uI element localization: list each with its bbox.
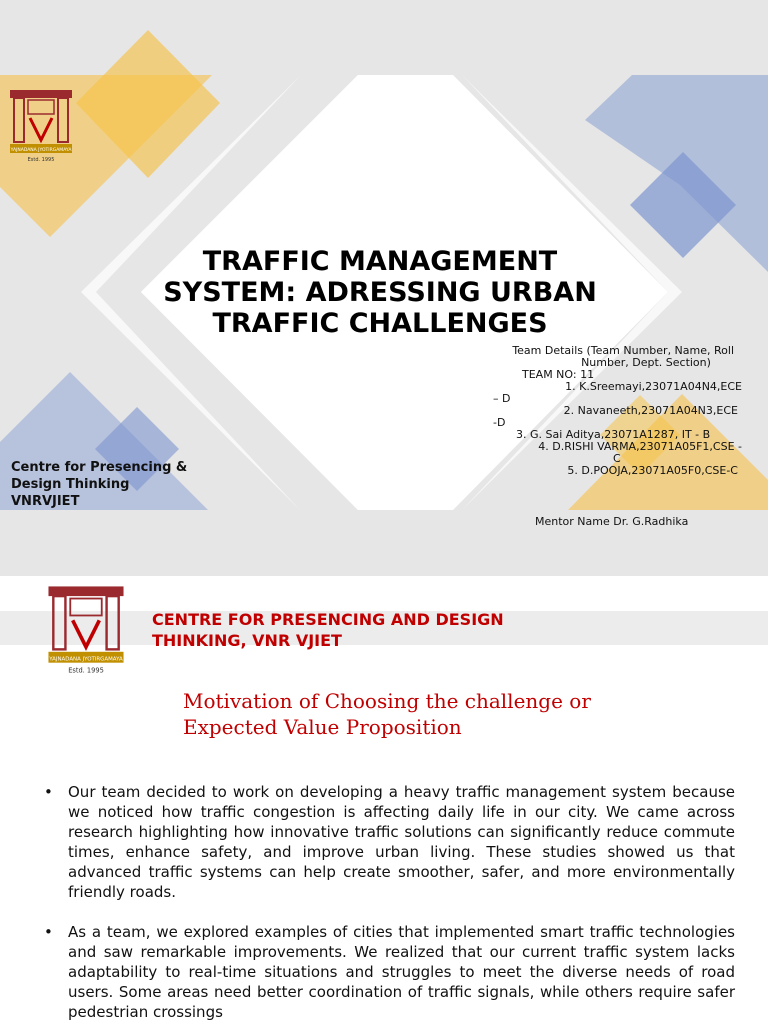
team-member-1: 1. K.Sreemayi,23071A04N4,ECE <box>565 380 742 393</box>
slide-title: TRAFFIC MANAGEMENT SYSTEM: ADRESSING URBAN TRAFFIC CHALLENGES <box>163 246 597 339</box>
svg-text:YAJNADANA JYOTIRGAMAYA: YAJNADANA JYOTIRGAMAYA <box>10 148 72 153</box>
list-item <box>44 922 735 1022</box>
list-item <box>44 782 735 902</box>
bullet-icon: • <box>44 783 53 801</box>
svg-text:Estd. 1995: Estd. 1995 <box>27 157 55 163</box>
svg-text:Estd. 1995: Estd. 1995 <box>68 666 104 675</box>
svg-text:YAJNADANA JYOTIRGAMAYA: YAJNADANA JYOTIRGAMAYA <box>49 656 123 663</box>
bullet-text: As a team, we explored examples of cities that implemented smart traffic technologies and saw remarkable improvements. We realized that our current traffic system lacks adaptability to real-time situations and struggles to meet the diverse needs of road users. Some areas need better coordination of traffic signals, while others require safer pedestrian crossings <box>68 923 735 1021</box>
org-title: CENTRE FOR PRESENCING AND DESIGN THINKING, VNR VJIET <box>152 610 504 650</box>
section-title: Motivation of Choosing the challenge or Expected Value Proposition <box>183 689 591 739</box>
team-member-5: 5. D.POOJA,23071A05F0,CSE-C <box>567 464 738 477</box>
team-member-4-cont: C <box>613 452 621 465</box>
team-member-2-cont: -D <box>493 416 506 429</box>
team-details-heading-cont: Number, Dept. Section) <box>581 356 711 369</box>
team-member-4: 4. D.RISHI VARMA,23071A05F1,CSE - <box>538 440 742 453</box>
college-logo <box>8 88 74 164</box>
team-details-heading: Team Details (Team Number, Name, Roll <box>512 344 734 357</box>
centre-label: Centre for Presencing & Design Thinking VNRVJIET <box>11 460 188 509</box>
bullet-list <box>44 782 735 1024</box>
team-member-3: 3. G. Sai Aditya,23071A1287, IT - B <box>516 428 711 441</box>
team-details <box>490 345 742 477</box>
bullet-text: Our team decided to work on developing a heavy traffic management system because we noticed how traffic congestion is affecting daily life in our city. We came across research highlighting how innovative traffic solutions can significantly reduce commute times, enhance safety, and improve urban living. These studies showed us that advanced traffic systems can help create smoother, safer, and more environmentally friendly roads. <box>68 783 735 901</box>
bullet-icon: • <box>44 923 53 941</box>
motivation-slide <box>0 576 768 1024</box>
team-member-1-cont: – D <box>493 392 511 405</box>
mentor-name: Mentor Name Dr. G.Radhika <box>535 515 689 528</box>
team-member-2: 2. Navaneeth,23071A04N3,ECE <box>563 404 738 417</box>
college-logo <box>46 584 126 676</box>
team-number: TEAM NO: 11 <box>522 368 595 381</box>
